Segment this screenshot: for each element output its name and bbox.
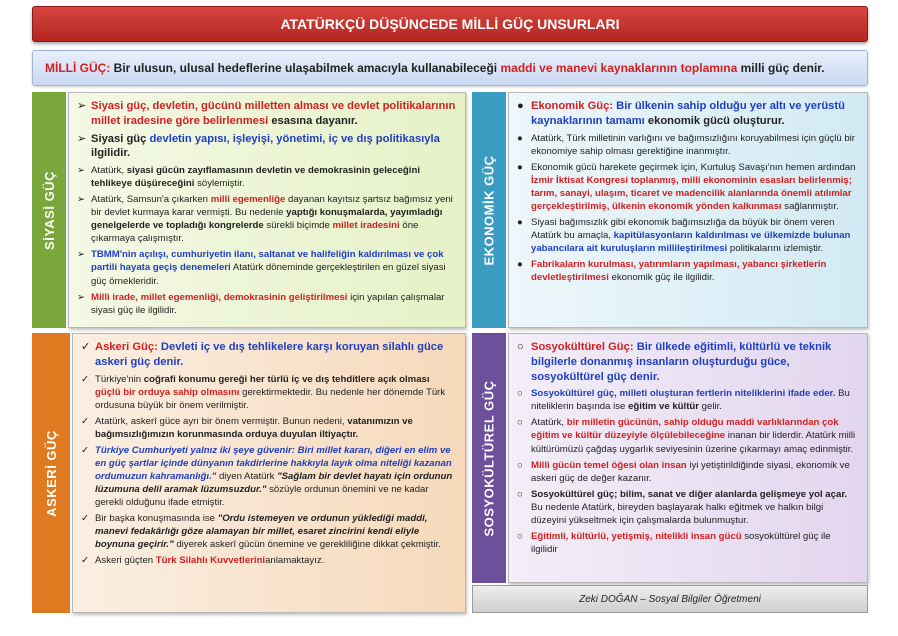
check-bullet-icon: ✓ bbox=[81, 341, 91, 353]
arrow-bullet-icon: ➢ bbox=[77, 194, 86, 206]
circle-bullet-icon: ○ bbox=[517, 488, 523, 500]
list-item: ✓ Bir başka konuşmasında ise "Ordu istemeyen ve ordunun yüklediği maddi, manevi fedakârlığı göze alamayan bir millet, esaret zincirini kendi eliyle boynuna geçirir." diyerek askerî gücün önemine ve gerekliliğine dikkat çekmiştir. bbox=[81, 513, 441, 551]
circle-bullet-icon: ○ bbox=[517, 417, 523, 429]
dot-bullet-icon: ● bbox=[517, 216, 523, 228]
dot-bullet-icon: ● bbox=[517, 258, 523, 270]
siyasi-guc-panel bbox=[68, 92, 466, 328]
askeri-guc-panel bbox=[72, 333, 466, 613]
list-item: ➢ Siyasi güç, devletin, gücünü milletten alması ve devlet politikalarının millet iradesine göre belirlenmesi esasına dayanır. bbox=[77, 100, 456, 127]
siyasi-guc-label: SİYASİ GÜÇ bbox=[32, 92, 66, 328]
list-item: ✓ Askeri güçten Türk Silahlı Kuvvetlerinianlamaktayız. bbox=[81, 555, 325, 567]
page-title: ATATÜRKÇÜ DÜŞÜNCEDE MİLLİ GÜÇ UNSURLARI bbox=[32, 6, 868, 42]
sosyokulturel-guc-panel bbox=[508, 333, 868, 583]
list-item: ○ Sosyokültürel güç, milleti oluşturan fertlerin niteliklerini ifade eder. Bu niteliklerin başında ise eğitim ve kültür gelir. bbox=[517, 388, 850, 413]
list-item: ● Ekonomik Güç: Bir ülkenin sahip olduğu yer altı ve yerüstü kaynaklarının tamamı ekonomik gücü oluşturur. bbox=[517, 100, 845, 127]
list-item: ● Atatürk, Türk milletinin varlığını ve bağımsızlığını koruyabilmesi için güçlü bir ekonomiye sahip olması gerektiğine inanmıştır. bbox=[517, 132, 856, 157]
check-bullet-icon: ✓ bbox=[81, 444, 90, 456]
arrow-bullet-icon: ➢ bbox=[77, 291, 86, 303]
list-item: ✓ Türkiye Cumhuriyeti yalnız iki şeye güvenir: Biri millet kararı, diğeri en elim ve en güç şartlar içinde dünyanın takdirlerine hakkıyla layık olma niteliği kazanan ordumuzun kahramanlığı." diyen Atatürk "Sağlam bir devlet hayatı için ordunun lüzumuna delil aramak lüzumsuzdur." sözüyle ordunun önemini ve ne kadar gerekli olduğunu ifade etmiştir. bbox=[81, 444, 453, 508]
circle-bullet-icon: ○ bbox=[517, 530, 523, 542]
list-item: ● Fabrikaların kurulması, yatırımların yapılması, yabancı şirketlerin devletleştirilmesi ekonomik güç ile ilgilidir. bbox=[517, 258, 827, 284]
definition-text-end: milli güç denir. bbox=[740, 61, 825, 75]
list-item: ➢ TBMM'nin açılışı, cumhuriyetin ilanı, saltanat ve halifeliğin kaldırılması ve çok partili hayata geçiş denemeleri Atatürk döneminde gerçekleştirilen en güzel siyasi güç örnekleridir. bbox=[77, 249, 446, 287]
list-item: ○ Eğitimli, kültürlü, yetişmiş, nitelikli insan gücü sosyokültürel güç ile ilgilidir bbox=[517, 530, 831, 555]
list-item: ○ Sosyokültürel güç; bilim, sanat ve diğer alanlarda gelişmeye yol açar. Bu nedenle Atatürk, bireyden başlayarak halkı eğitmek ve halkın bilgi düzeyini yükseltmek için çalışmalarda bulunmuştur. bbox=[517, 488, 848, 526]
list-item: ✓ Türkiye'nin coğrafi konumu gereği her türlü iç ve dış tehditlere açık olması güçlü bir orduya sahip olmasını gerektirmektedir. Bu nedenle her dönemde Türk ordusuna büyük bir önem verilmiştir. bbox=[81, 373, 446, 411]
circle-bullet-icon: ○ bbox=[517, 459, 523, 471]
sosyokulturel-guc-label: SOSYOKÜLTÜREL GÜÇ bbox=[472, 333, 506, 583]
arrow-bullet-icon: ➢ bbox=[77, 100, 87, 112]
dot-bullet-icon: ● bbox=[517, 161, 523, 173]
definition-bar bbox=[32, 50, 868, 86]
ekonomik-guc-panel bbox=[508, 92, 868, 328]
check-bullet-icon: ✓ bbox=[81, 415, 90, 427]
list-item: ○ Sosyokültürel Güç: Bir ülkede eğitimli, kültürlü ve teknik bilgilerle donanmış insanların oluşturduğu güce, sosyokültürel güç denir. bbox=[517, 341, 832, 383]
author-footer: Zeki DOĞAN – Sosyal Bilgiler Öğretmeni bbox=[472, 585, 868, 613]
list-item: ➢ Siyasi güç devletin yapısı, işleyişi, yönetimi, iç ve dış politikasıyla ilgilidir. bbox=[77, 132, 440, 160]
list-item: ● Ekonomik gücü harekete geçirmek için, Kurtuluş Savaşı'nın hemen ardından İzmir İktisat Kongresi toplanmış, milli ekonominin esasları belirlenmiş; tarım, sanayi, ulaşım, ticaret ve madencilik alanlarında önemli atılımlar gerçekleştirilmiş, ülkenin ekonomik yönden kalkınması sağlanmıştır. bbox=[517, 161, 856, 212]
ekonomik-guc-label: EKONOMİK GÜÇ bbox=[472, 92, 506, 328]
list-item: ✓ Atatürk, askerî güce ayrı bir önem vermiştir. Bunun nedeni, vatanımızın ve bağımsızlığımızın korunmasında orduya duyulan iltiyaçtır. bbox=[81, 415, 413, 440]
list-item: ➢ Atatürk, Samsun'a çıkarken milli egemenliğe dayanan kayıtsız şartsız bağımsız yeni bir devlet kurmaya karar vermişti. Bu nedenle yaptığı konuşmalarda, yayımladığı genelgelerde ve topladığı kongrelerde sürekli biçimde millet iradesini öne çıkarmaya çalışmıştır. bbox=[77, 194, 453, 245]
arrow-bullet-icon: ➢ bbox=[77, 249, 86, 261]
definition-highlight: maddi ve manevi kaynaklarının toplamına bbox=[500, 61, 738, 75]
circle-bullet-icon: ○ bbox=[517, 388, 523, 400]
arrow-bullet-icon: ➢ bbox=[77, 132, 87, 145]
list-item: ○ Milli gücün temel öğesi olan insan iyi yetiştirildiğinde siyasi, ekonomik ve askeri güç de değer kazanır. bbox=[517, 459, 850, 484]
list-item: ➢ Milli irade, millet egemenliği, demokrasinin geliştirilmesi için yapılan çalışmalar siyasi güç ile ilgilidir. bbox=[77, 291, 445, 316]
check-bullet-icon: ✓ bbox=[81, 373, 90, 385]
check-bullet-icon: ✓ bbox=[81, 513, 90, 525]
definition-label: MİLLİ GÜÇ: bbox=[45, 61, 111, 75]
list-item: ○ Atatürk, bir milletin gücünün, sahip olduğu maddi varlıklarından çok eğitim ve kültür düzeyiyle ölçülebileceğine inanan bir liderdir. Atatürk milli kültürümüzü çağdaş uygarlık seviyesinin üzerine çıkarmayı amaç edinmiştir. bbox=[517, 417, 856, 455]
dot-bullet-icon: ● bbox=[517, 100, 524, 112]
arrow-bullet-icon: ➢ bbox=[77, 165, 86, 177]
list-item: ✓ Askeri Güç: Devleti iç ve dış tehlikelere karşı koruyan silahlı güce askeri güç denir. bbox=[81, 341, 444, 368]
definition-text: Bir ulusun, ulusal hedeflerine ulaşabilmek amacıyla kullanabileceği bbox=[113, 61, 498, 75]
dot-bullet-icon: ● bbox=[517, 132, 523, 144]
list-item: ➢ Atatürk, siyasi gücün zayıflamasının devletin ve demokrasinin geleceğini tehlikeye düşüreceğini söylemiştir. bbox=[77, 165, 420, 190]
list-item: ● Siyasi bağımsızlık gibi ekonomik bağımsızlığa da büyük bir önem veren Atatürk bu amaçla, kapitülasyonların kaldırılması ve ülkemizde bulunan yabancılara ait kuruluşların millileştirilmesi politikalarını izlemiştir. bbox=[517, 216, 851, 254]
check-bullet-icon: ✓ bbox=[81, 555, 90, 567]
askeri-guc-label: ASKERİ GÜÇ bbox=[32, 333, 70, 613]
circle-bullet-icon: ○ bbox=[517, 341, 524, 353]
